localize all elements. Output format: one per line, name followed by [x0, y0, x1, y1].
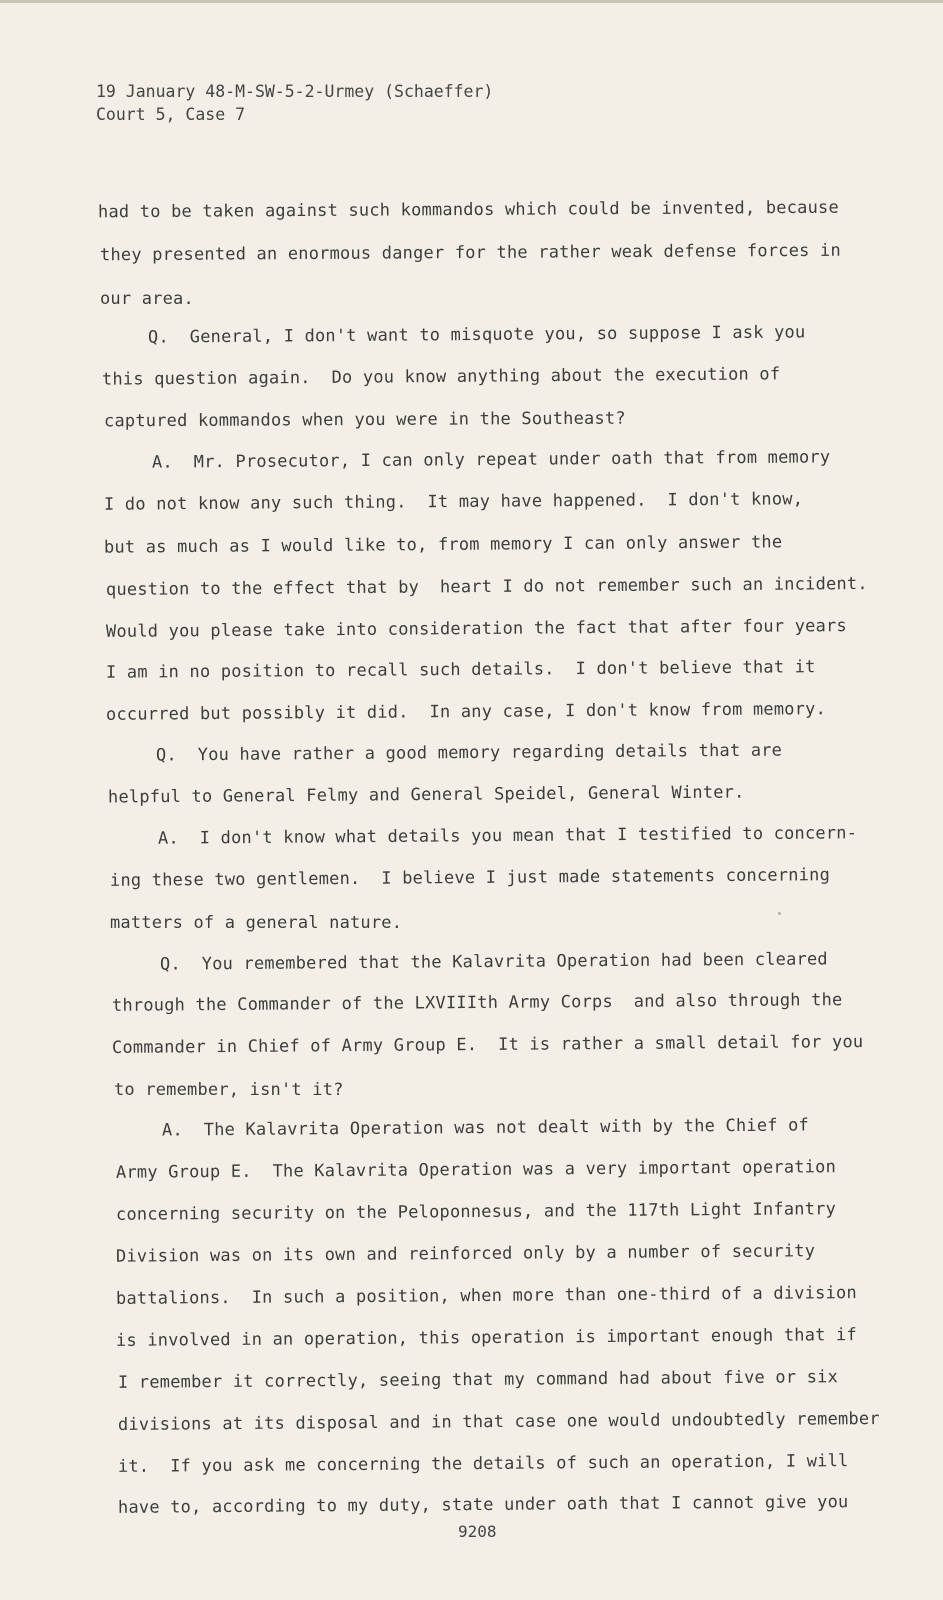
text-line: had to be taken against such kommandos which could be invented, because — [97, 197, 839, 223]
text-line: Army Group E. The Kalavrita Operation was a very important operation — [115, 1157, 837, 1183]
text-line: A. I don't know what details you mean that I testified to concern- — [157, 823, 858, 849]
text-line: to remember, isn't it? — [114, 1080, 344, 1100]
text-line: Q. You have rather a good memory regarding details that are — [155, 740, 783, 766]
text-line: I remember it correctly, seeing that my command had about five or six — [117, 1367, 839, 1393]
text-line: occurred but possibly it did. In any case, I don't know from memory. — [105, 699, 827, 725]
text-line: Q. General, I don't want to misquote you, so suppose I ask you — [147, 322, 806, 348]
text-line: Division was on its own and reinforced only by a number of security — [115, 1241, 816, 1267]
text-line: concerning security on the Peloponnesus, and the 117th Light Infantry — [115, 1199, 837, 1225]
header-court-case: Court 5, Case 7 — [96, 105, 246, 124]
header-reference: 19 January 48-M-SW-5-2-Urmey (Schaeffer) — [96, 82, 494, 101]
text-line: battalions. In such a position, when more than one-third of a division — [115, 1283, 857, 1309]
text-line: is involved in an operation, this operation is important enough that if — [115, 1325, 857, 1351]
page-number: 9208 — [458, 1522, 497, 1541]
text-line: matters of a general nature. — [110, 913, 403, 933]
text-line: helpful to General Felmy and General Speidel, General Winter. — [107, 782, 745, 808]
text-line: A. The Kalavrita Operation was not dealt with by the Chief of — [161, 1115, 810, 1141]
text-line: I am in no position to recall such details. I don't believe that it — [105, 657, 816, 683]
text-line: divisions at its disposal and in that case one would undoubtedly remember — [117, 1409, 880, 1435]
text-line: A. Mr. Prosecutor, I can only repeat under oath that from memory — [151, 447, 831, 473]
text-line: they presented an enormous danger for the rather weak defense forces in — [99, 240, 841, 266]
text-line: question to the effect that by heart I do not remember such an incident. — [105, 574, 868, 600]
text-line: this question again. Do you know anything about the execution of — [101, 364, 781, 390]
text-line: ing these two gentlemen. I believe I just made statements concerning — [109, 865, 831, 891]
paper-speck — [778, 912, 781, 915]
text-line: I do not know any such thing. It may have happened. I don't know, — [103, 489, 804, 515]
text-line: it. If you ask me concerning the details of such an operation, I will — [117, 1451, 849, 1477]
text-line: Commander in Chief of Army Group E. It is rather a small detail for you — [111, 1032, 864, 1058]
text-line: but as much as I would like to, from memory I can only answer the — [103, 532, 783, 558]
text-line: have to, according to my duty, state under oath that I cannot give you — [117, 1492, 849, 1518]
text-line: through the Commander of the LXVIIIth Army Corps and also through the — [111, 990, 843, 1016]
text-line: Q. You remembered that the Kalavrita Operation had been cleared — [159, 949, 828, 975]
text-line: Would you please take into consideration the fact that after four years — [105, 616, 847, 642]
text-line: our area. — [100, 289, 194, 309]
text-line: captured kommandos when you were in the Southeast? — [103, 408, 626, 432]
